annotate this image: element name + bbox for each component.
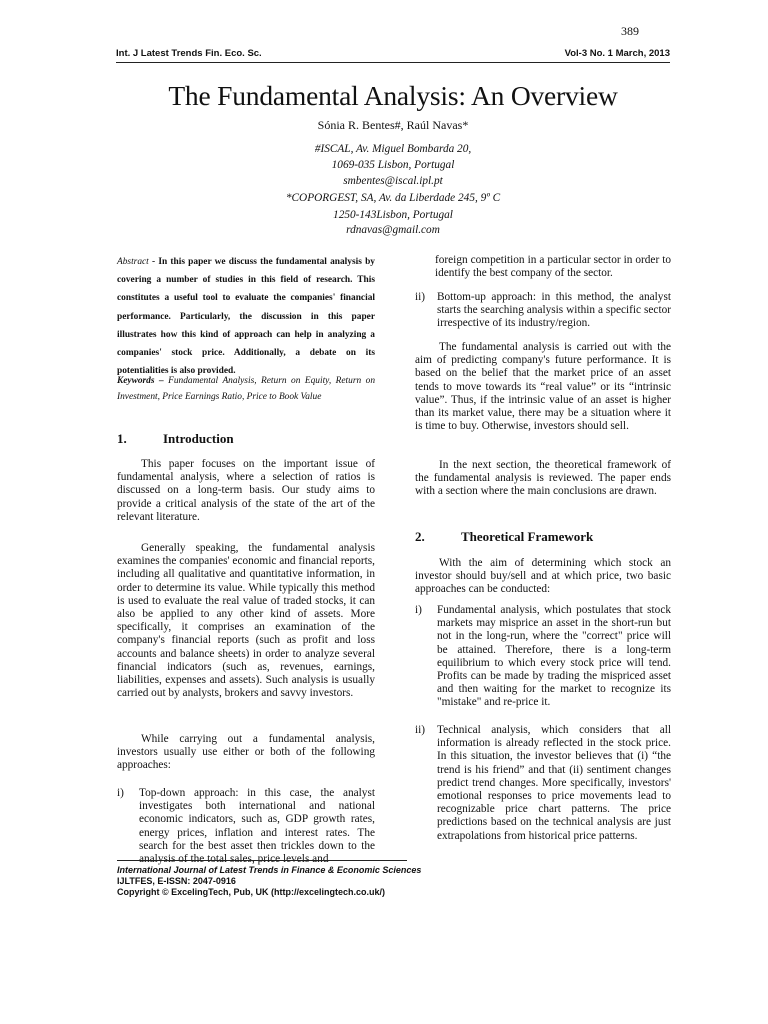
affiliation-line: *COPORGEST, SA, Av. da Liberdade 245, 9º C: [285, 192, 501, 204]
paragraph: While carrying out a fundamental analysis, investors usually use either or both of the following approaches:: [117, 733, 375, 772]
section-number: 1.: [117, 431, 127, 446]
footer: [117, 865, 517, 897]
paragraph: The fundamental analysis is carried out with the aim of predicting company's future performance. It is based on the belief that the market price of an asset tends to move towards its “real value” or its “intrinsic value”. Thus, if the intrinsic value of an asset is higher than its market value, there may be a situation where it is time to buy. Otherwise, investors should sell.: [415, 341, 671, 433]
affiliation-line: 1069-035 Lisbon, Portugal: [331, 159, 455, 171]
running-head: [116, 45, 670, 63]
section-heading-introduction: [117, 432, 375, 445]
list-item: ii) Technical analysis, which considers that all information is already reflected in the stock price. In this situation, the investor believes that (i) “the trend is his friend” and that (ii) sentiment changes predict trend changes. More specifically, investors' emotional responses to price movements lead to recognizable price chart patterns. The price predictions based on the technical analysis are just extrapolations from historical price patterns.: [415, 724, 671, 842]
list-item: i) Top-down approach: in this case, the analyst investigates both international and national economic indicators, such as, GDP growth rates, energy prices, inflation and interest rates. The search for the best asset then trickles down to the analysis of the total sales, price levels and: [117, 787, 375, 866]
authors: Sónia R. Bentes#, Raúl Navas*: [317, 118, 469, 132]
page-number: 389: [621, 24, 639, 38]
paragraph: This paper focuses on the important issue of fundamental analysis, where a selection of ratios is discussed on a long-term basis. Our study aims to provide a critical analysis of the state of the art of the relevant literature.: [117, 458, 375, 523]
affiliation-email: rdnavas@gmail.com: [346, 224, 440, 236]
section-title: Theoretical Framework: [461, 529, 594, 544]
footer-journal: International Journal of Latest Trends in Finance & Economic Sciences: [117, 865, 422, 875]
keywords-text: Fundamental Analysis, Return on Equity, Return on Investment, Price Earnings Ratio, Price to Book Value: [117, 376, 376, 403]
abstract: [117, 253, 375, 380]
abstract-label: Abstract: [117, 257, 149, 267]
list-item: ii) Bottom-up approach: in this method, the analyst starts the searching analysis within a specific sector irrespective of its industry/region.: [415, 291, 671, 330]
affiliation-line: 1250-143Lisbon, Portugal: [333, 209, 453, 221]
keywords-label: Keywords –: [117, 376, 164, 386]
footer-rule: [117, 860, 407, 861]
affiliation-line: #ISCAL, Av. Miguel Bombarda 20,: [314, 143, 472, 155]
keywords: [117, 373, 375, 406]
abstract-text: - In this paper we discuss the fundamental analysis by covering a number of studies in this field of research. This constitutes a useful tool to evaluate the companies' financial performance. Particularly, the discussion in this paper illustrates how this kind of approach can help in analyzing a companies' stock price. Additionally, a debate on its potentialities is also provided.: [117, 257, 375, 377]
paragraph: In the next section, the theoretical framework of the fundamental analysis is reviewed. The paper ends with a section where the main conclusions are drawn.: [415, 459, 671, 498]
list-item-continuation: foreign competition in a particular sector in order to identify the best company of the sector.: [435, 254, 671, 280]
running-head-left: Int. J Latest Trends Fin. Eco. Sc.: [116, 48, 262, 59]
footer-issn: IJLTFES, E-ISSN: 2047-0916: [117, 875, 236, 886]
running-head-right: Vol-3 No. 1 March, 2013: [564, 48, 670, 59]
list-item: i) Fundamental analysis, which postulates that stock markets may misprice an asset in the short-run but not in the long-run, where the "correct" price will be attained. Therefore, there is a long-term equilibrium to which every stock price will tend. Profits can be made by trading the mispriced asset and then waiting for the market to recognize its "mistake" and re-price it.: [415, 604, 671, 709]
section-title: Introduction: [163, 431, 234, 446]
section-number: 2.: [415, 529, 425, 544]
paragraph: Generally speaking, the fundamental analysis examines the companies' economic and financial reports, including all qualitative and quantitative information, in order to determine its value. While typically this method is used to evaluate the real value of traded stocks, it can also be applied to any other kind of assets. More specifically, it comprises an examination of the company's financial reports (such as profit and loss accounts and balance sheets) in order to analyze several financial indicators (such as, revenues, earnings, liabilities, expenses and assets). Such analysis is usually carried out by analysts, brokers and savvy investors.: [117, 542, 375, 700]
paragraph: With the aim of determining which stock an investor should buy/sell and at which price, two basic approaches can be conducted:: [415, 557, 671, 596]
affiliation-email: smbentes@iscal.ipl.pt: [343, 175, 443, 187]
footer-copyright: Copyright © ExcelingTech, Pub, UK (http://excelingtech.co.uk/): [117, 886, 385, 897]
paper-title: The Fundamental Analysis: An Overview: [168, 80, 618, 111]
section-heading-theoretical-framework: [415, 530, 671, 543]
